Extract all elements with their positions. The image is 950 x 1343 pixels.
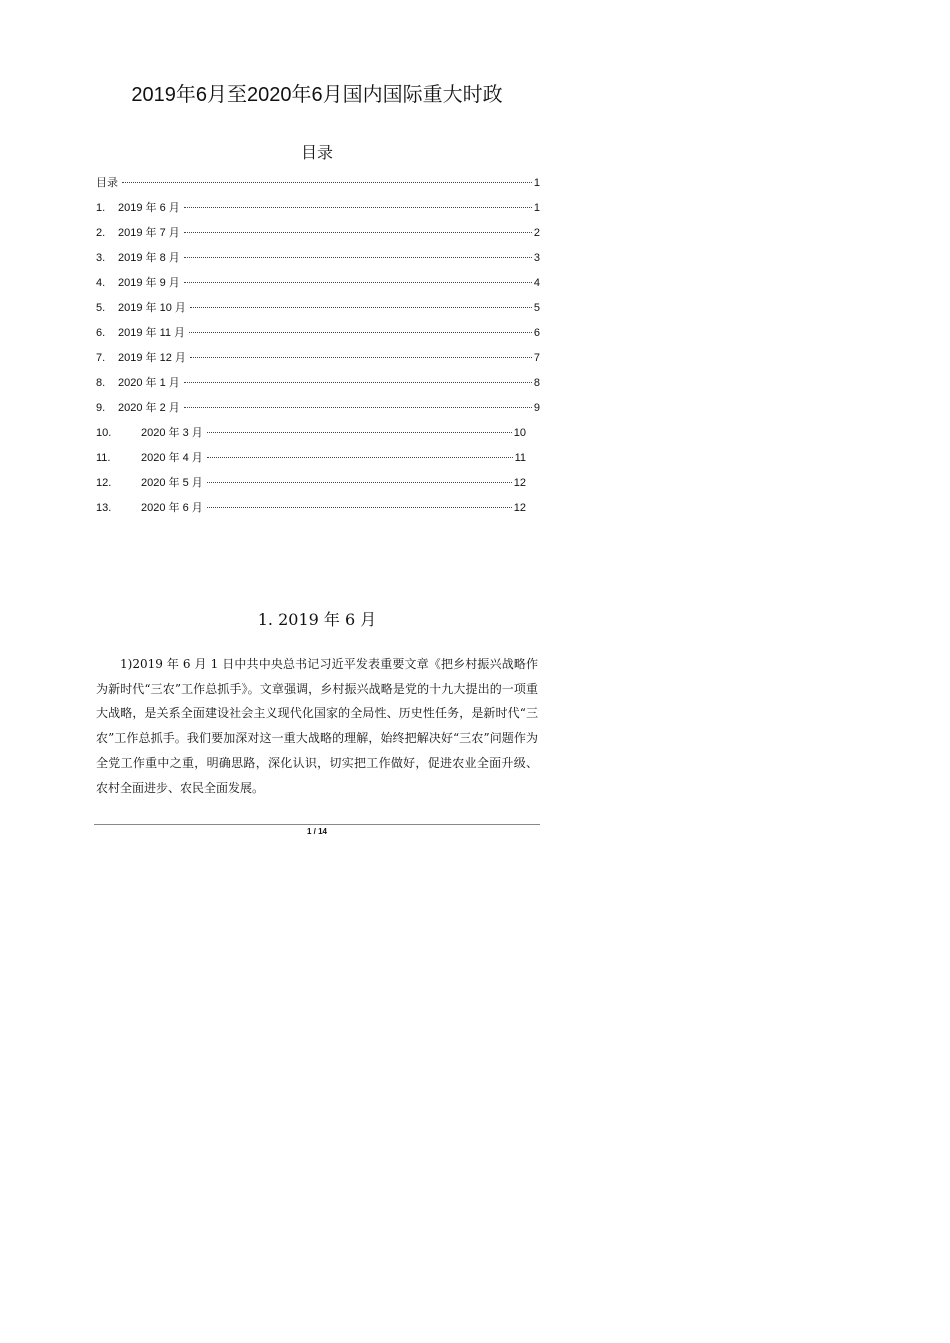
toc-entry-number: 4. [96, 277, 106, 289]
toc-leader-dots [189, 332, 532, 333]
toc-entry-page: 8 [533, 377, 540, 389]
toc-entry-page: 10 [513, 427, 526, 439]
toc-entry-page: 12 [513, 502, 526, 514]
section-heading: 1. 2019 年 6 月 [257, 610, 377, 629]
toc-entry[interactable] [96, 349, 540, 374]
toc-entry-number: 11. [96, 452, 111, 464]
toc-entry-number: 8. [96, 377, 106, 389]
toc-entry-number: 13. [96, 502, 112, 514]
toc-leader-dots [122, 182, 532, 183]
toc-entry-text: 2019 年 6 月 [118, 202, 180, 214]
toc-heading: 目录 [300, 143, 333, 162]
footer-divider [94, 824, 540, 825]
toc-entry-number: 12. [96, 477, 112, 489]
toc-entry[interactable] [96, 374, 540, 399]
toc-entry[interactable] [96, 249, 540, 274]
toc-entry-number: 5. [96, 302, 106, 314]
toc-leader-dots [184, 232, 532, 233]
toc-entry-page: 4 [533, 277, 540, 289]
toc-entry-page: 1 [533, 202, 540, 214]
toc-leader-dots [190, 357, 532, 358]
toc-entry-page: 2 [533, 227, 540, 239]
toc-entry-text: 2020 年 3 月 [141, 427, 203, 439]
toc-leader-dots [184, 407, 532, 408]
toc-entry-number: 10. [96, 427, 112, 439]
toc-entry[interactable] [96, 274, 540, 299]
toc-entry-text: 2020 年 4 月 [141, 452, 203, 464]
page-indicator: 1 / 14 [306, 827, 327, 836]
toc-entry[interactable] [96, 499, 540, 524]
toc-entry-number: 9. [96, 402, 106, 414]
toc-entry-page: 11 [514, 452, 526, 464]
table-of-contents [96, 174, 540, 524]
toc-entry-number: 7. [96, 352, 106, 364]
toc-entry-text: 2020 年 1 月 [118, 377, 180, 389]
toc-entry-page: 6 [533, 327, 540, 339]
toc-entry-text: 目录 [96, 177, 118, 189]
toc-entry-text: 2020 年 5 月 [141, 477, 203, 489]
toc-entry-page: 12 [513, 477, 526, 489]
toc-entry-text: 2019 年 7 月 [118, 227, 180, 239]
toc-entry-page: 1 [533, 177, 540, 189]
document-title: 2019年6月至2020年6月国内国际重大时政 [131, 84, 503, 106]
toc-entry-text: 2019 年 12 月 [118, 352, 186, 364]
toc-leader-dots [207, 457, 513, 458]
toc-leader-dots [207, 482, 512, 483]
toc-entry-page: 3 [533, 252, 540, 264]
toc-entry-page: 5 [533, 302, 540, 314]
toc-entry-text: 2020 年 2 月 [118, 402, 180, 414]
toc-entry[interactable] [96, 224, 540, 249]
toc-entry[interactable] [96, 324, 540, 349]
toc-entry-number: 3. [96, 252, 106, 264]
toc-leader-dots [207, 507, 512, 508]
toc-entry[interactable] [96, 299, 540, 324]
body-paragraph: 1)2019 年 6 月 1 日中共中央总书记习近平发表重要文章《把乡村振兴战略作为新时代“三农”工作总抓手》。文章强调，乡村振兴战略是党的十九大提出的一项重大战略，是关系全面建设社会主义现代化国家的全局性、历史性任务，是新时代“三农”工作总抓手。我们要加深对这一重大战略的理解，始终把解决好“三农”问题作为全党工作重中之重，明确思路，深化认识，切实把工作做好，促进农业全面升级、农村全面进步、农民全面发展。 [96, 657, 538, 795]
toc-entry-page: 9 [533, 402, 540, 414]
toc-leader-dots [190, 307, 532, 308]
toc-entry-number: 1. [96, 202, 106, 214]
toc-entry[interactable] [96, 399, 540, 424]
toc-entry-number: 6. [96, 327, 106, 339]
toc-entry[interactable] [96, 474, 540, 499]
toc-entry-text: 2019 年 9 月 [118, 277, 180, 289]
toc-entry-text: 2019 年 10 月 [118, 302, 186, 314]
toc-entry[interactable] [96, 449, 540, 474]
toc-entry[interactable] [96, 174, 540, 199]
toc-leader-dots [184, 282, 532, 283]
toc-leader-dots [184, 382, 532, 383]
toc-entry[interactable] [96, 199, 540, 224]
toc-leader-dots [184, 257, 532, 258]
toc-entry[interactable] [96, 424, 540, 449]
toc-entry-number: 2. [96, 227, 106, 239]
toc-leader-dots [207, 432, 512, 433]
toc-entry-page: 7 [533, 352, 540, 364]
toc-entry-text: 2020 年 6 月 [141, 502, 203, 514]
toc-entry-text: 2019 年 8 月 [118, 252, 180, 264]
toc-entry-text: 2019 年 11 月 [118, 327, 186, 339]
toc-leader-dots [184, 207, 532, 208]
